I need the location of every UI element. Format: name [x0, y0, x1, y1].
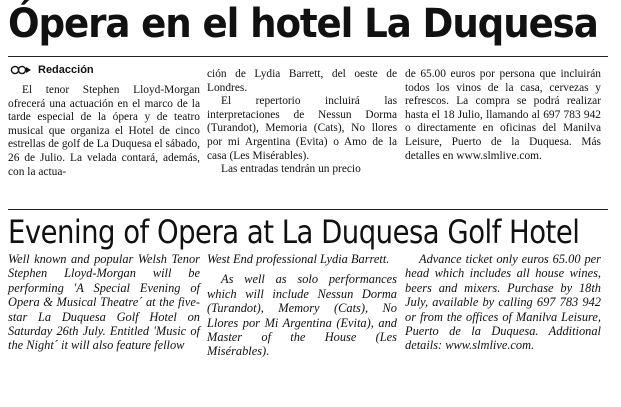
byline: [10, 64, 94, 76]
english-headline: Evening of Opera at La Duquesa Golf Hotel: [8, 213, 580, 251]
english-col1-paragraph-1: Well known and popular Welsh Tenor Stephen Lloyd-Morgan will be performing 'A Special Evening of Opera & Musical Theatre´ at the five-star La Duquesa Golf Hotel on Saturday 26th July. Entitled 'Music of the Night´ it will also feature fellow: [8, 252, 200, 353]
spanish-col2-paragraph-3: Las entradas tendrán un precio: [221, 163, 361, 176]
spanish-col2-paragraph-1: ción de Lydia Barrett, del oeste de Londres.: [207, 68, 397, 94]
press-link-icon: [10, 65, 32, 75]
spanish-headline: Ópera en el hotel La Duquesa: [8, 1, 598, 47]
english-col2-paragraph-2: As well as solo performances which will include Nessun Dorma (Turandot), Memory (Cats), No Llores por Mi Argentina (Evita), and Master of the House (Les Misérables).: [207, 272, 397, 359]
headline-rule-top: [8, 56, 608, 57]
byline-text: Redacción: [38, 64, 94, 76]
english-column-2: [207, 252, 397, 359]
english-column-1: [8, 252, 200, 353]
english-col3-paragraph-1: Advance ticket only euros 65.00 per head which includes all house wines, beers and mixers. Purchase by 18th July, available by calling 697 783 942 or from the offices of Manilva Leisure, Puerto de la Duquesa. Additional details: www.slmlive.com.: [405, 252, 601, 353]
spanish-col3-paragraph-1: de 65.00 euros por persona que incluirán todos los vinos de la casa, cervezas y refrescos. La compra se podrá realizar hasta el 18 Julio, llamando al 697 783 942 o directamente en oficinas del Manilva Leisure, Puerto de la Duquesa. Más detalles en www.slmlive.com.: [405, 68, 601, 162]
spanish-col2-paragraph-2: El repertorio incluirá las interpretaciones de Nessun Dorma (Turandot), Memoria (Cats), No llores por mi Argentina (Evita) o Amo de la casa (Les Misérables).: [207, 95, 397, 162]
section-divider: [8, 209, 608, 210]
english-col2-paragraph-1: West End professional Lydia Barrett.: [207, 252, 390, 266]
spanish-column-3: [405, 68, 601, 163]
spanish-column-1: [8, 84, 200, 179]
spanish-column-2: [207, 68, 397, 177]
spanish-col1-paragraph-1: El tenor Stephen Lloyd-Morgan ofrecerá una actuación en el marco de la tarde especial de la ópera y de teatro musical que organiza el Hotel de cinco estrellas de golf de La Duquesa el sábado, 26 de Julio. La velada contará, además, con la actua-: [8, 84, 200, 178]
english-column-3: [405, 252, 601, 353]
